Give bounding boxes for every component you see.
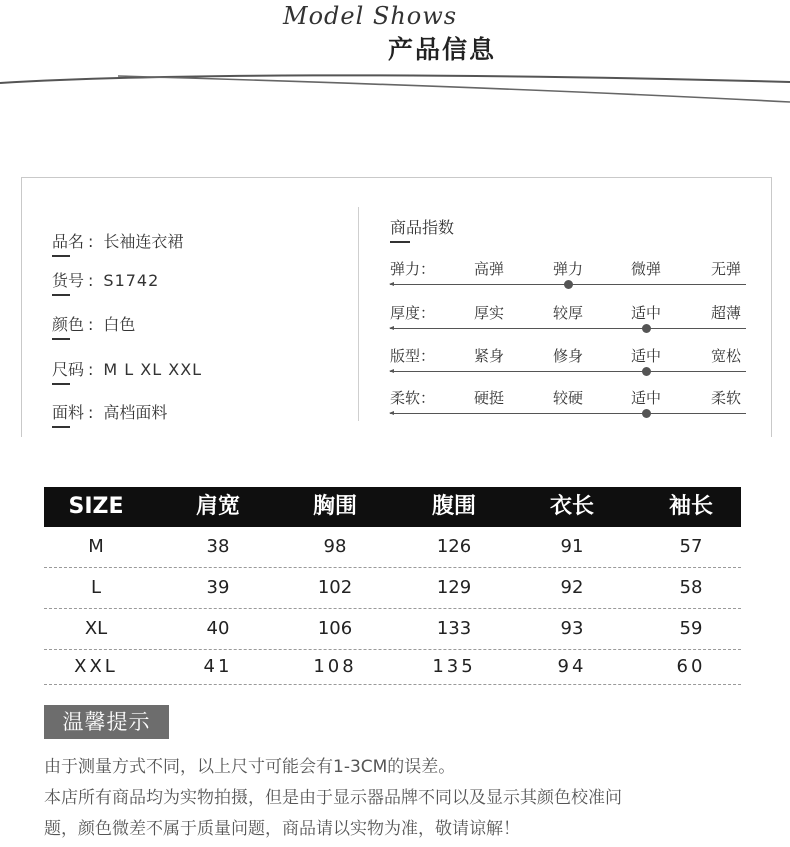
info-row-name (52, 229, 183, 252)
table-cell: 106 (317, 618, 353, 639)
table-cell: 135 (432, 656, 476, 677)
info-value: 高档面料 (103, 403, 168, 422)
table-cell: 60 (676, 656, 706, 677)
info-colon: : (88, 232, 94, 251)
index-option: 宽松 (711, 347, 742, 365)
info-key: 货号 (52, 268, 84, 291)
info-colon: : (88, 360, 94, 379)
index-option: 微弹 (631, 260, 662, 278)
table-cell: 39 (206, 577, 230, 598)
tips-badge: 温馨提示 (44, 705, 169, 739)
table-row (44, 527, 741, 568)
index-label: 柔软： (390, 389, 436, 407)
page-title: 产品信息 (388, 35, 497, 64)
script-title: Model Shows (283, 2, 458, 30)
info-key: 面料 (52, 400, 84, 423)
table-row (44, 568, 741, 609)
info-value: M L XL XXL (103, 360, 203, 379)
table-cell: 41 (203, 656, 233, 677)
header-swoosh-lines (0, 60, 790, 110)
table-row (44, 650, 741, 685)
index-label: 弹力： (390, 260, 436, 278)
table-cell: XXL (74, 656, 118, 677)
table-cell: M (88, 536, 104, 557)
info-row-color (52, 312, 135, 335)
table-cell: 94 (557, 656, 587, 677)
info-key: 颜色 (52, 312, 84, 335)
info-key: 尺码 (52, 357, 84, 380)
table-cell: L (90, 577, 102, 598)
info-colon: : (88, 271, 94, 290)
index-marker-dot (642, 409, 651, 418)
table-cell: 92 (560, 577, 584, 598)
header-cell-chest: 胸围 (312, 494, 358, 519)
table-cell: 57 (679, 536, 703, 557)
index-option: 适中 (631, 389, 662, 407)
table-cell: 58 (679, 577, 703, 598)
index-option: 修身 (553, 347, 584, 365)
table-cell: 98 (323, 536, 347, 557)
info-row-fabric (52, 400, 167, 423)
info-colon: : (88, 315, 94, 334)
index-option: 柔软 (711, 389, 742, 407)
table-cell: 40 (206, 618, 230, 639)
table-cell: 108 (313, 656, 357, 677)
index-label: 版型： (390, 347, 436, 365)
table-cell: XL (84, 618, 108, 639)
header-cell-shoulder: 肩宽 (195, 494, 241, 519)
table-cell: 59 (679, 618, 703, 639)
index-option: 无弹 (711, 260, 742, 278)
info-value: 白色 (103, 315, 136, 334)
header-cell-length: 衣长 (549, 494, 595, 519)
index-scale-line (390, 328, 746, 329)
index-marker-dot (642, 324, 651, 333)
index-row (390, 345, 748, 389)
index-option: 厚实 (474, 304, 505, 322)
index-label: 厚度： (390, 304, 436, 322)
size-table (44, 487, 741, 685)
index-option: 较硬 (553, 389, 584, 407)
index-row (390, 387, 748, 431)
table-cell: 93 (560, 618, 584, 639)
tip-line: 题，颜色微差不属于质量问题，商品请以实物为准，敬请谅解！ (44, 819, 520, 839)
tip-line: 本店所有商品均为实物拍摄，但是由于显示器品牌不同以及显示其颜色校准问 (44, 788, 622, 808)
index-marker-dot (642, 367, 651, 376)
info-divider (358, 207, 359, 421)
index-row (390, 258, 748, 302)
index-option: 高弹 (474, 260, 505, 278)
index-option: 弹力 (553, 260, 584, 278)
index-option: 紧身 (474, 347, 505, 365)
info-value: S1742 (103, 271, 160, 290)
info-row-size (52, 357, 202, 380)
index-option: 适中 (631, 304, 662, 322)
table-cell: 129 (436, 577, 472, 598)
index-option: 硬挺 (474, 389, 505, 407)
header-cell-size: SIZE (68, 494, 124, 519)
product-index-title: 商品指数 (390, 215, 454, 238)
index-option: 较厚 (553, 304, 584, 322)
tip-line: 由于测量方式不同，以上尺寸可能会有1-3CM的误差。 (44, 757, 456, 777)
index-marker-dot (564, 280, 573, 289)
index-option: 适中 (631, 347, 662, 365)
info-value: 长袖连衣裙 (103, 232, 184, 251)
header-cell-sleeve: 袖长 (668, 494, 714, 519)
table-row (44, 609, 741, 650)
info-row-sku (52, 268, 159, 291)
index-option: 超薄 (711, 304, 742, 322)
header-cell-waist: 腹围 (431, 494, 477, 519)
index-scale-line (390, 371, 746, 372)
table-cell: 126 (436, 536, 472, 557)
table-cell: 91 (560, 536, 584, 557)
table-cell: 38 (206, 536, 230, 557)
index-scale-line (390, 413, 746, 414)
index-row (390, 302, 748, 346)
table-cell: 102 (317, 577, 353, 598)
table-cell: 133 (436, 618, 472, 639)
info-colon: : (88, 403, 94, 422)
size-table-header (44, 487, 741, 527)
info-key: 品名 (52, 229, 84, 252)
